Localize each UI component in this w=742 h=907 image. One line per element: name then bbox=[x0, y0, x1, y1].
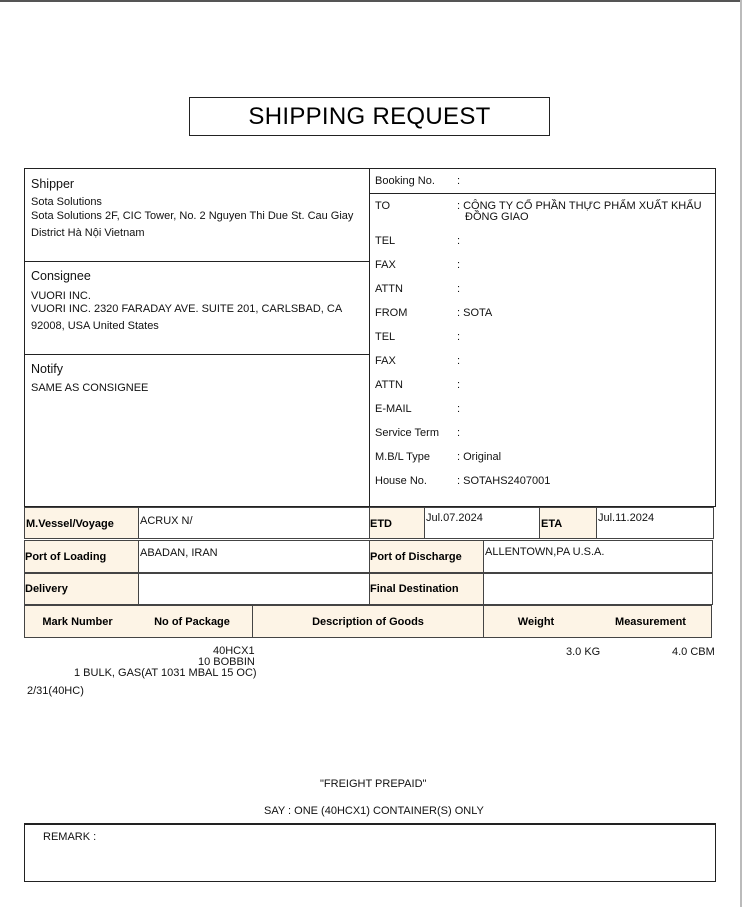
from-value: : SOTA bbox=[457, 307, 493, 319]
shipper-address-line1: Sota Solutions 2F, CIC Tower, No. 2 Nguyen Thi Due St. Cau Giay bbox=[31, 210, 354, 222]
vessel-value: ACRUX N/ bbox=[140, 515, 193, 527]
tel-value: : bbox=[457, 235, 461, 247]
page-top-border bbox=[0, 0, 742, 2]
notify-value: SAME AS CONSIGNEE bbox=[31, 382, 149, 394]
shipper-name: Sota Solutions bbox=[31, 196, 102, 208]
house-no-label: House No. bbox=[375, 475, 427, 487]
service-term-label: Service Term bbox=[375, 427, 439, 439]
header-description-of-goods: Description of Goods bbox=[312, 615, 424, 628]
attn-label: ATTN bbox=[375, 283, 403, 295]
shipper-label: Shipper bbox=[31, 177, 75, 191]
delivery-label-cell bbox=[24, 573, 139, 605]
eta-value-cell bbox=[596, 507, 714, 539]
to-value-line2: ĐỒNG GIAO bbox=[465, 211, 529, 223]
etd-value-cell bbox=[424, 507, 540, 539]
package-line2: 10 BOBBIN bbox=[198, 656, 255, 668]
fax-value: : bbox=[457, 259, 461, 271]
from-tel-label: TEL bbox=[375, 331, 396, 343]
notify-label: Notify bbox=[31, 362, 63, 376]
consignee-address-line1: VUORI INC. 2320 FARADAY AVE. SUITE 201, CARLSBAD, CA bbox=[31, 303, 343, 315]
vessel-label: M.Vessel/Voyage bbox=[26, 518, 114, 530]
port-of-loading-value: ABADAN, IRAN bbox=[140, 547, 218, 559]
from-fax-label: FAX bbox=[375, 355, 396, 367]
header-no-of-package: No of Package bbox=[154, 615, 230, 628]
etd-label-cell bbox=[369, 507, 425, 539]
package-line1: 40HCX1 bbox=[213, 645, 255, 657]
from-fax-value: : bbox=[457, 355, 461, 367]
consignee-label: Consignee bbox=[31, 269, 91, 283]
vessel-value-cell bbox=[138, 507, 370, 539]
booking-no-label: Booking No. bbox=[375, 175, 435, 187]
from-label: FROM bbox=[375, 307, 408, 319]
email-value: : bbox=[457, 403, 461, 415]
header-weight: Weight bbox=[517, 615, 555, 628]
fax-label: FAX bbox=[375, 259, 396, 271]
pol-label-cell bbox=[24, 540, 139, 573]
final-destination-label-cell bbox=[369, 573, 484, 605]
booking-no-value: : bbox=[457, 175, 461, 187]
shipper-consignee-divider bbox=[24, 261, 370, 262]
consignee-notify-divider bbox=[24, 354, 370, 355]
service-term-value: : bbox=[457, 427, 461, 439]
package-line3: 1 BULK, GAS(AT 1031 MBAL 15 OC) bbox=[74, 667, 257, 679]
header-mark-number: Mark Number bbox=[42, 615, 113, 628]
from-attn-label: ATTN bbox=[375, 379, 403, 391]
delivery-label: Delivery bbox=[25, 583, 68, 595]
mbl-type-label: M.B/L Type bbox=[375, 451, 431, 463]
final-destination-value-cell bbox=[483, 573, 713, 605]
mbl-type-value: : Original bbox=[457, 451, 502, 463]
etd-label: ETD bbox=[370, 518, 392, 530]
to-value-line1: : CÔNG TY CỔ PHẦN THỰC PHẨM XUẤT KHẨU bbox=[457, 200, 702, 212]
final-destination-label: Final Destination bbox=[370, 583, 459, 595]
document-title: SHIPPING REQUEST bbox=[189, 97, 550, 136]
parties-divider bbox=[369, 168, 370, 507]
header-measurement: Measurement bbox=[615, 615, 686, 628]
vessel-label-cell bbox=[24, 507, 139, 539]
delivery-value-cell bbox=[138, 573, 370, 605]
shipper-address-line2: District Hà Nội Vietnam bbox=[31, 227, 145, 239]
pod-value-cell bbox=[483, 540, 713, 573]
weight-value: 3.0 KG bbox=[566, 646, 601, 658]
port-of-loading-label: Port of Loading bbox=[25, 551, 107, 563]
email-label: E-MAIL bbox=[375, 403, 412, 415]
mark-number-value: 2/31(40HC) bbox=[27, 685, 84, 697]
port-of-discharge-label: Port of Discharge bbox=[370, 551, 462, 563]
etd-value: Jul.07.2024 bbox=[426, 512, 483, 524]
from-tel-value: : bbox=[457, 331, 461, 343]
eta-label: ETA bbox=[541, 518, 563, 530]
tel-label: TEL bbox=[375, 235, 396, 247]
eta-value: Jul.11.2024 bbox=[598, 512, 655, 524]
port-of-discharge-value: ALLENTOWN,PA U.S.A. bbox=[485, 546, 605, 558]
say-note: SAY : ONE (40HCX1) CONTAINER(S) ONLY bbox=[264, 805, 484, 817]
eta-label-cell bbox=[539, 507, 597, 539]
remark-label: REMARK : bbox=[43, 831, 97, 843]
booking-divider bbox=[369, 193, 716, 194]
from-attn-value: : bbox=[457, 379, 461, 391]
attn-value: : bbox=[457, 283, 461, 295]
to-label: TO bbox=[375, 200, 391, 212]
remark-box bbox=[24, 823, 716, 882]
consignee-address-line2: 92008, USA United States bbox=[31, 320, 159, 332]
consignee-name: VUORI INC. bbox=[31, 290, 91, 302]
pol-value-cell bbox=[138, 540, 370, 573]
house-no-value: : SOTAHS2407001 bbox=[457, 475, 551, 487]
freight-note: "FREIGHT PREPAID" bbox=[320, 778, 427, 790]
measurement-value: 4.0 CBM bbox=[672, 646, 715, 658]
pod-label-cell bbox=[369, 540, 484, 573]
